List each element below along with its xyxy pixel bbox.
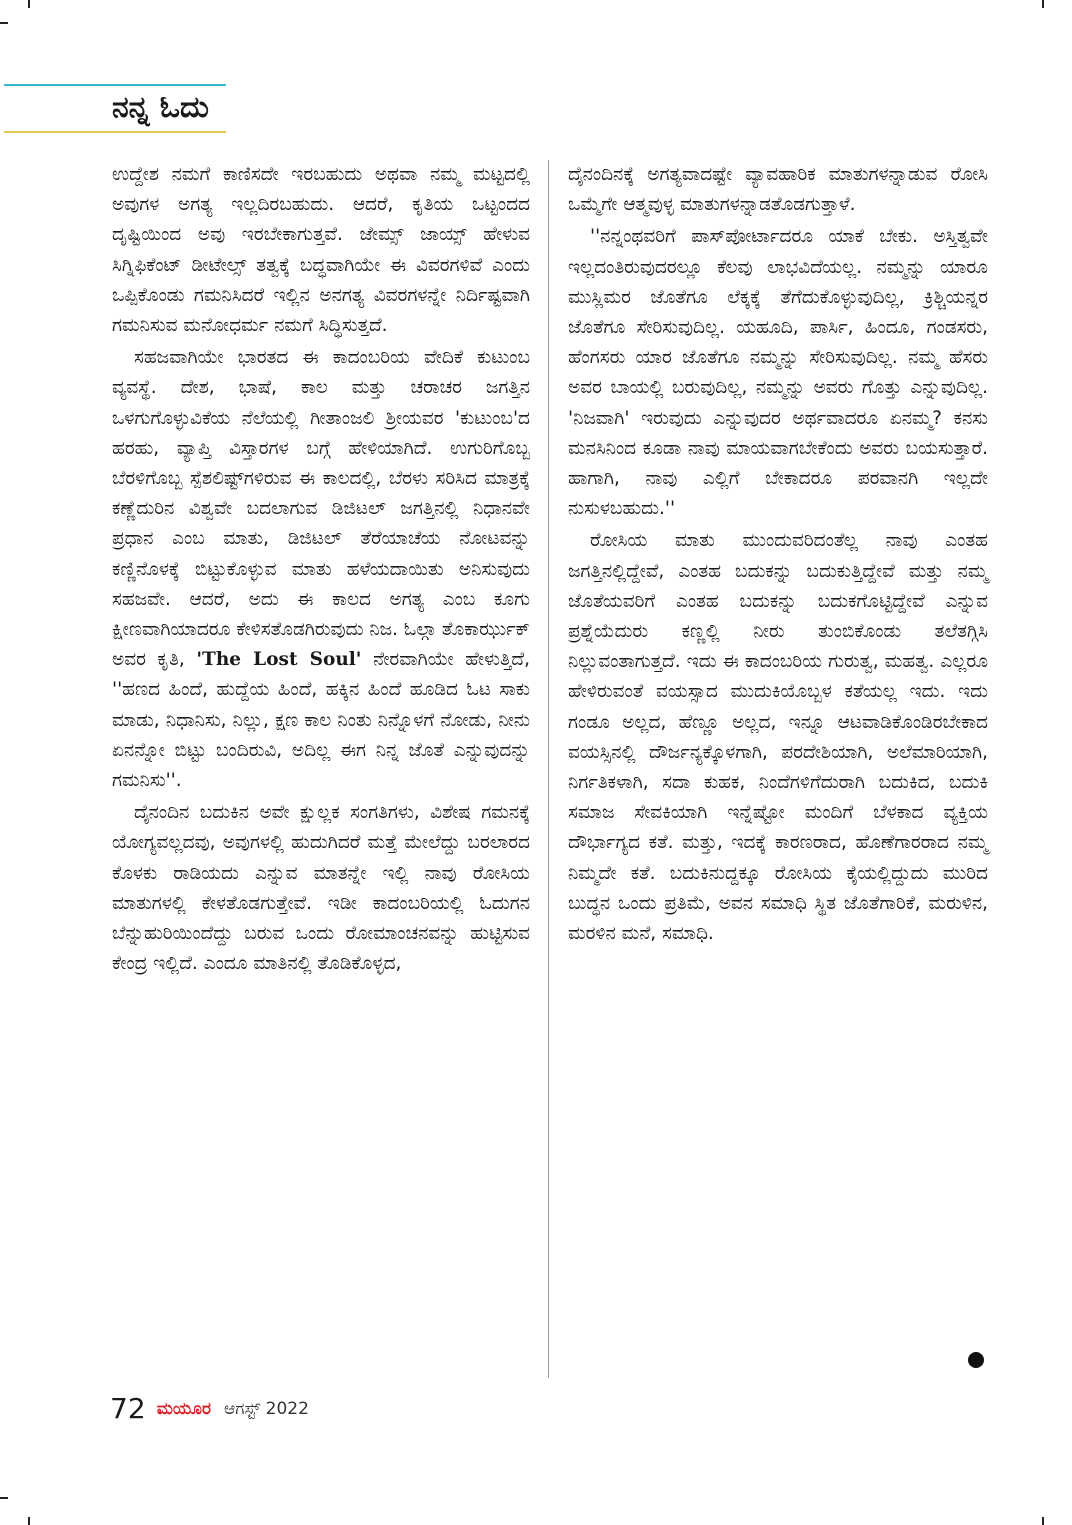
- issue-date: ಆಗಸ್ಟ್ 2022: [224, 1398, 309, 1419]
- page-number: 72: [110, 1392, 146, 1425]
- paragraph: [112, 343, 530, 796]
- end-of-article-bullet: [968, 1352, 984, 1368]
- paragraph: ''ನನ್ನಂಥವರಿಗೆ ಪಾಸ್‌ಪೋರ್ಟಾದರೂ ಯಾಕೆ ಬೇಕು. ಅಸ್ತಿತ್ವವೇ ಇಲ್ಲದಂತಿರುವುದರಲ್ಲೂ ಕೆಲವು ಲಾಭವಿದೆಯಲ್ಲ. ನಮ್ಮನ್ನು ಯಾರೂ ಮುಸ್ಲಿಮರ ಜೊತೆಗೂ ಲೆಕ್ಕಕ್ಕೆ ತೆಗೆದುಕೊಳ್ಳುವುದಿಲ್ಲ, ಕ್ರಿಶ್ಚಿಯನ್ನರ ಜೊತೆಗೂ ಸೇರಿಸುವುದಿಲ್ಲ. ಯಹೂದಿ, ಪಾರ್ಸಿ, ಹಿಂದೂ, ಗಂಡಸರು, ಹೆಂಗಸರು ಯಾರ ಜೊತೆಗೂ ನಮ್ಮನ್ನು ಸೇರಿಸುವುದಿಲ್ಲ. ನಮ್ಮ ಹೆಸರು ಅವರ ಬಾಯಲ್ಲಿ ಬರುವುದಿಲ್ಲ, ನಮ್ಮನ್ನು ಅವರು ಗೊತ್ತು ಎನ್ನುವುದಿಲ್ಲ. 'ನಿಜವಾಗಿ' ಇರುವುದು ಎನ್ನುವುದರ ಅರ್ಥವಾದರೂ ಏನಮ್ಮ? ಕನಸು ಮನಸಿನಿಂದ ಕೂಡಾ ನಾವು ಮಾಯವಾಗಬೇಕೆಂದು ಅವರು ಬಯಸುತ್ತಾರೆ. ಹಾಗಾಗಿ, ನಾವು ಎಲ್ಲಿಗೆ ಬೇಕಾದರೂ ಪರವಾನಗಿ ಇಲ್ಲದೇ ನುಸುಳಬಹುದು.'': [568, 226, 988, 520]
- crop-mark: [0, 22, 8, 24]
- paragraph: ರೋಸಿಯ ಮಾತು ಮುಂದುವರಿದಂತೆಲ್ಲ ನಾವು ಎಂತಹ ಜಗತ್ತಿನಲ್ಲಿದ್ದೇವೆ, ಎಂತಹ ಬದುಕನ್ನು ಬದುಕುತ್ತಿದ್ದೇವೆ ಮತ್ತು ನಮ್ಮ ಜೊತೆಯವರಿಗೆ ಎಂತಹ ಬದುಕನ್ನು ಬದುಕಗೊಟ್ಟಿದ್ದೇವೆ ಎನ್ನುವ ಪ್ರಶ್ನೆಯೆದುರು ಕಣ್ಣಲ್ಲಿ ನೀರು ತುಂಬಿಕೊಂಡು ತಲೆತಗ್ಗಿಸಿ ನಿಲ್ಲುವಂತಾಗುತ್ತದೆ. ಇದು ಈ ಕಾದಂಬರಿಯ ಗುರುತ್ವ, ಮಹತ್ವ. ಎಲ್ಲರೂ ಹೇಳಿರುವಂತೆ ವಯಸ್ಸಾದ ಮುದುಕಿಯೊಬ್ಬಳ ಕತೆಯಲ್ಲ ಇದು. ಇದು ಗಂಡೂ ಅಲ್ಲದ, ಹೆಣ್ಣೂ ಅಲ್ಲದ, ಇನ್ನೂ ಆಟವಾಡಿಕೊಂಡಿರಬೇಕಾದ ವಯಸ್ಸಿನಲ್ಲಿ ದೌರ್ಜನ್ಯಕ್ಕೊಳಗಾಗಿ, ಪರದೇಶಿಯಾಗಿ, ಅಲೆಮಾರಿಯಾಗಿ, ನಿರ್ಗತಿಕಳಾಗಿ, ಸದಾ ಕುಹಕ, ನಿಂದೆಗಳಿಗೆದುರಾಗಿ ಬದುಕಿದ, ಬದುಕಿ ಸಮಾಜ ಸೇವಕಿಯಾಗಿ ಇನ್ನೆಷ್ಟೋ ಮಂದಿಗೆ ಬೆಳಕಾದ ವ್ಯಕ್ತಿಯ ದೌರ್ಭಾಗ್ಯದ ಕತೆ. ಮತ್ತು, ಇದಕ್ಕೆ ಕಾರಣರಾದ, ಹೊಣೆಗಾರರಾದ ನಮ್ಮ ನಿಮ್ಮದೇ ಕತೆ. ಬದುಕಿನುದ್ದಕ್ಕೂ ರೋಸಿಯ ಕೈಯಲ್ಲಿದ್ದುದು ಮುರಿದ ಬುದ್ಧನ ಒಂದು ಪ್ರತಿಮೆ, ಅವನ ಸಮಾಧಿ ಸ್ಥಿತ ಜೊತೆಗಾರಿಕೆ, ಮರುಳಿನ, ಮರಳಿನ ಮನೆ, ಸಮಾಧಿ.: [568, 530, 988, 945]
- crop-mark: [0, 1497, 8, 1499]
- paragraph-text: ಹೇಳುತ್ತಿದೆ, ''ಹಣದ ಹಿಂದೆ, ಹುದ್ದೆಯ ಹಿಂದೆ, ಹಕ್ಕಿನ ಹಿಂದೆ ಹೂಡಿದ ಓಟ ಸಾಕು ಮಾಡು, ನಿಧಾನಿಸು, ನಿಲ್ಲು, ಕ್ಷಣ ಕಾಲ ನಿಂತು ನಿನ್ನೊಳಗೆ ನೋಡು, ನೀನು ಏನನ್ನೋ ಬಿಟ್ಟು ಬಂದಿರುವಿ, ಅದಿಲ್ಲ ಈಗ ನಿನ್ನ ಜೊತೆ ಎನ್ನುವುದನ್ನು ಗಮನಿಸು''.: [112, 649, 530, 792]
- crop-mark: [28, 1517, 30, 1525]
- column-divider: [548, 160, 549, 1378]
- paragraph: ಉದ್ದೇಶ ನಮಗೆ ಕಾಣಿಸದೇ ಇರಬಹುದು ಅಥವಾ ನಮ್ಮ ಮಟ್ಟದಲ್ಲಿ ಅವುಗಳ ಅಗತ್ಯ ಇಲ್ಲದಿರಬಹುದು. ಆದರೆ, ಕೃತಿಯ ಒಟ್ಟಂದದ ದೃಷ್ಟಿಯಿಂದ ಅವು ಇರಬೇಕಾಗುತ್ತವೆ. ಜೇಮ್ಸ್ ಜಾಯ್ಸ್ ಹೇಳುವ ಸಿಗ್ನಿಫಿಕೆಂಟ್ ಡೀಟೇಲ್ಸ್ ತತ್ವಕ್ಕೆ ಬದ್ಧವಾಗಿಯೇ ಈ ವಿವರಗಳಿವೆ ಎಂದು ಒಪ್ಪಿಕೊಂಡು ಗಮನಿಸಿದರೆ ಇಲ್ಲಿನ ಅನಗತ್ಯ ವಿವರಗಳನ್ನೇ ನಿರ್ದಿಷ್ಟವಾಗಿ ಗಮನಿಸುವ ಮನೋಧರ್ಮ ನಮಗೆ ಸಿದ್ಧಿಸುತ್ತದೆ.: [112, 164, 530, 337]
- paragraph: ದೈನಂದಿನಕ್ಕೆ ಅಗತ್ಯವಾದಷ್ಟೇ ವ್ಯಾವಹಾರಿಕ ಮಾತುಗಳನ್ನಾಡುವ ರೋಸಿ ಒಮ್ಮೆಗೇ ಆತ್ಮವುಳ್ಳ ಮಾತುಗಳನ್ನಾಡತೊಡಗುತ್ತಾಳೆ.: [568, 164, 988, 216]
- section-title: ನನ್ನ ಓದು: [112, 90, 209, 125]
- crop-mark: [1042, 1517, 1044, 1525]
- paragraph-text: ಸಹಜವಾಗಿಯೇ ಭಾರತದ ಈ ಕಾದಂಬರಿಯ ವೇದಿಕೆ ಕುಟುಂಬ ವ್ಯವಸ್ಥೆ. ದೇಶ, ಭಾಷೆ, ಕಾಲ ಮತ್ತು ಚರಾಚರ ಜಗತ್ತಿನ ಒಳಗುಗೊಳ್ಳುವಿಕೆಯ ನೆಲೆಯಲ್ಲಿ ಗೀತಾಂಜಲಿ ಶ್ರೀಯವರ 'ಕುಟುಂಬ'ದ ಹರಹು, ವ್ಯಾಪ್ತಿ ವಿಸ್ತಾರಗಳ ಬಗ್ಗೆ ಹೇಳಿಯಾಗಿದೆ. ಉಗುರಿಗೊಬ್ಬ ಬೆರಳಿಗೊಬ್ಬ ಸ್ಪೆಶಲಿಷ್ಟ್‌ಗಳಿರುವ ಈ ಕಾಲದಲ್ಲಿ, ಬೆರಳು ಸರಿಸಿದ ಮಾತ್ರಕ್ಕೆ ಕಣ್ಣೆದುರಿನ ವಿಶ್ವವೇ ಬದಲಾಗುವ ಡಿಜಿಟಲ್ ಜಗತ್ತಿನಲ್ಲಿ ನಿಧಾನವೇ ಪ್ರಧಾನ ಎಂಬ ಮಾತು, ಡಿಜಿಟಲ್ ತೆರೆಯಾಚೆಯ ನೋಟವನ್ನು ಕಣ್ಣಿನೊಳಕ್ಕೆ ಬಿಟ್ಟುಕೊಳ್ಳುವ ಮಾತು ಹಳೆಯದಾಯಿತು ಅನಿಸುವುದು ಸಹಜವೇ. ಆದರೆ, ಅದು ಈ ಕಾಲದ ಅಗತ್ಯ ಎಂಬ ಕೂಗು ಕ್ಷೀಣವಾಗಿಯಾದರೂ ಕೇಳಿಸತೊಡಗಿರುವುದು ನಿಜ. ಓಲ್ಗಾ ತೊಕಾರ್ಝುಕ್ ಅವರ ಕೃತಿ,: [112, 347, 530, 671]
- book-title: 'The Lost Soul': [196, 649, 362, 671]
- right-column: [568, 160, 988, 949]
- magazine-name: ಮಯೂರ: [156, 1398, 211, 1419]
- crop-mark: [28, 0, 30, 8]
- crop-mark: [1042, 0, 1044, 8]
- left-column: [112, 160, 530, 979]
- header-rule-top: [4, 84, 226, 86]
- paragraph: ದೈನಂದಿನ ಬದುಕಿನ ಅವೇ ಕ್ಷುಲ್ಲಕ ಸಂಗತಿಗಳು, ವಿಶೇಷ ಗಮನಕ್ಕೆ ಯೋಗ್ಯವಲ್ಲದವು, ಅವುಗಳಲ್ಲಿ ಹುದುಗಿದರೆ ಮತ್ತೆ ಮೇಲೆದ್ದು ಬರಲಾರದ ಕೊಳಕು ರಾಡಿಯದು ಎನ್ನುವ ಮಾತನ್ನೇ ಇಲ್ಲಿ ನಾವು ರೋಸಿಯ ಮಾತುಗಳಲ್ಲಿ ಕೇಳತೊಡಗುತ್ತೇವೆ. ಇಡೀ ಕಾದಂಬರಿಯಲ್ಲಿ ಓದುಗನ ಬೆನ್ನುಹುರಿಯಿಂದೆದ್ದು ಬರುವ ಒಂದು ರೋಮಾಂಚನವನ್ನು ಹುಟ್ಟಿಸುವ ಕೇಂದ್ರ ಇಲ್ಲಿದೆ. ಎಂದೂ ಮಾತಿನಲ್ಲಿ ತೊಡಿಕೊಳ್ಳದ,: [112, 802, 530, 975]
- header-rule-bottom: [4, 131, 226, 133]
- paragraph-text: ನೇರವಾಗಿಯೇ: [361, 649, 454, 671]
- section-header: [0, 84, 230, 134]
- page-footer: [110, 1392, 309, 1425]
